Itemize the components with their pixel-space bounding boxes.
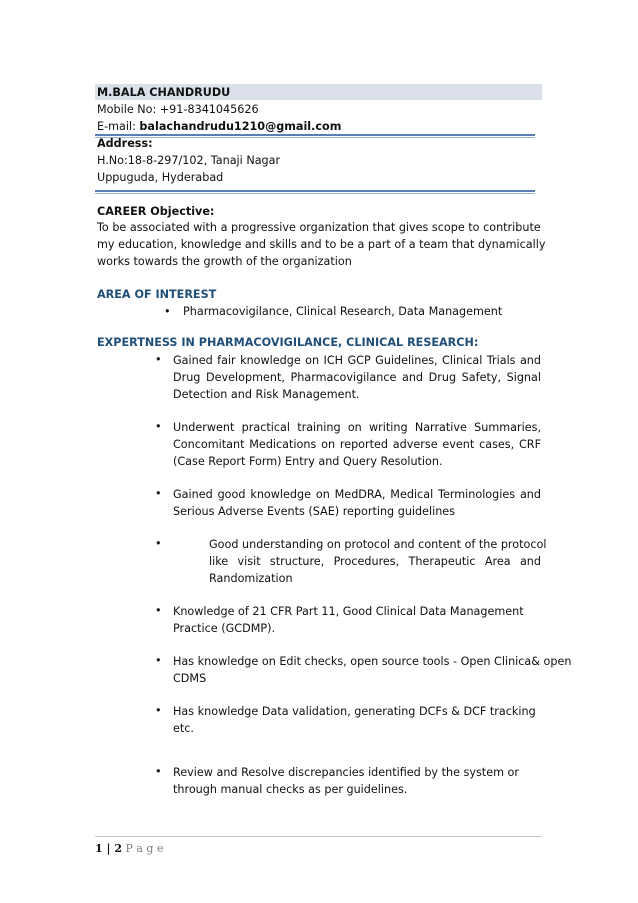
interest-item: Pharmacovigilance, Clinical Research, Data Management — [183, 305, 503, 318]
address-line-1: H.No:18-8-297/102, Tanaji Nagar — [97, 154, 281, 167]
expertness-item — [173, 703, 541, 737]
expertness-item-line: Practice (GCDMP). — [173, 622, 276, 635]
header-divider-bottom — [95, 190, 535, 192]
mobile-line — [97, 103, 259, 116]
header-divider-top-thin — [95, 137, 535, 138]
expertness-item — [173, 419, 541, 470]
bullet-icon: • — [155, 654, 162, 667]
bullet-icon: • — [155, 420, 162, 433]
bullet-icon: • — [155, 704, 162, 717]
expertness-item-line: Good understanding on protocol and content of the protocol — [209, 538, 547, 551]
bullet-icon: • — [164, 305, 171, 318]
candidate-name: M.BALA CHANDRUDU — [97, 86, 231, 99]
bullet-icon: • — [155, 765, 162, 778]
page-number: 1 | 2 — [95, 842, 122, 855]
footer-divider — [95, 836, 542, 837]
bullet-icon: • — [155, 604, 162, 617]
mobile-label: Mobile No: — [97, 103, 157, 116]
career-line: To be associated with a progressive organization that gives scope to contribute — [97, 221, 541, 234]
expertness-item-line: etc. — [173, 722, 194, 735]
expertness-item — [209, 536, 547, 587]
address-label: Address: — [97, 137, 153, 150]
expertness-item-line: Gained fair knowledge on ICH GCP Guidelines, Clinical Trials and — [173, 354, 541, 367]
expertness-item-line: Review and Resolve discrepancies identified by the system or — [173, 766, 519, 779]
bullet-icon: • — [155, 537, 162, 550]
expertness-item-line: Underwent practical training on writing Narrative Summaries, — [173, 421, 541, 434]
career-text — [97, 219, 546, 270]
header-divider-top — [95, 134, 535, 136]
page-footer — [95, 842, 163, 855]
expertness-item — [173, 603, 541, 637]
career-line: my education, knowledge and skills and to be a part of a team that dynamically — [97, 238, 546, 251]
expertness-item-line: Drug Development, Pharmacovigilance and Drug Safety, Signal — [173, 371, 541, 384]
bullet-icon: • — [155, 487, 162, 500]
expertness-item-line: Randomization — [209, 572, 293, 585]
expertness-item-line: CDMS — [173, 672, 207, 685]
expertness-item-line: through manual checks as per guidelines. — [173, 783, 408, 796]
email-value[interactable]: balachandrudu1210@gmail.com — [139, 120, 342, 133]
career-line: works towards the growth of the organization — [97, 255, 352, 268]
header-divider-bottom-thin — [95, 193, 535, 194]
expertness-item-line: Serious Adverse Events (SAE) reporting guidelines — [173, 505, 456, 518]
expertness-heading: EXPERTNESS IN PHARMACOVIGILANCE, CLINICAL RESEARCH: — [97, 336, 479, 349]
expertness-item — [173, 764, 541, 798]
expertness-item-line: Knowledge of 21 CFR Part 11, Good Clinical Data Management — [173, 605, 524, 618]
expertness-item — [173, 352, 541, 403]
interest-heading: AREA OF INTEREST — [97, 288, 217, 301]
mobile-value: +91-8341045626 — [159, 103, 259, 116]
expertness-item-line: Gained good knowledge on MedDRA, Medical Terminologies and — [173, 488, 541, 501]
expertness-item-line: Has knowledge Data validation, generating DCFs & DCF tracking — [173, 705, 536, 718]
page-word: P a g e — [125, 842, 164, 855]
expertness-item-line: like visit structure, Procedures, Therapeutic Area and — [209, 555, 541, 568]
address-line-2: Uppuguda, Hyderabad — [97, 171, 224, 184]
expertness-item-line: (Case Report Form) Entry and Query Resolution. — [173, 455, 443, 468]
expertness-item-line: Concomitant Medications on reported adverse event cases, CRF — [173, 438, 541, 451]
email-line — [97, 120, 341, 133]
expertness-item — [173, 486, 541, 520]
expertness-item-line: Detection and Risk Management. — [173, 388, 360, 401]
career-heading: CAREER Objective: — [97, 205, 215, 218]
expertness-item — [173, 653, 572, 687]
expertness-item-line: Has knowledge on Edit checks, open source tools - Open Clinica& open — [173, 655, 572, 668]
email-label: E-mail: — [97, 120, 136, 133]
bullet-icon: • — [155, 353, 162, 366]
